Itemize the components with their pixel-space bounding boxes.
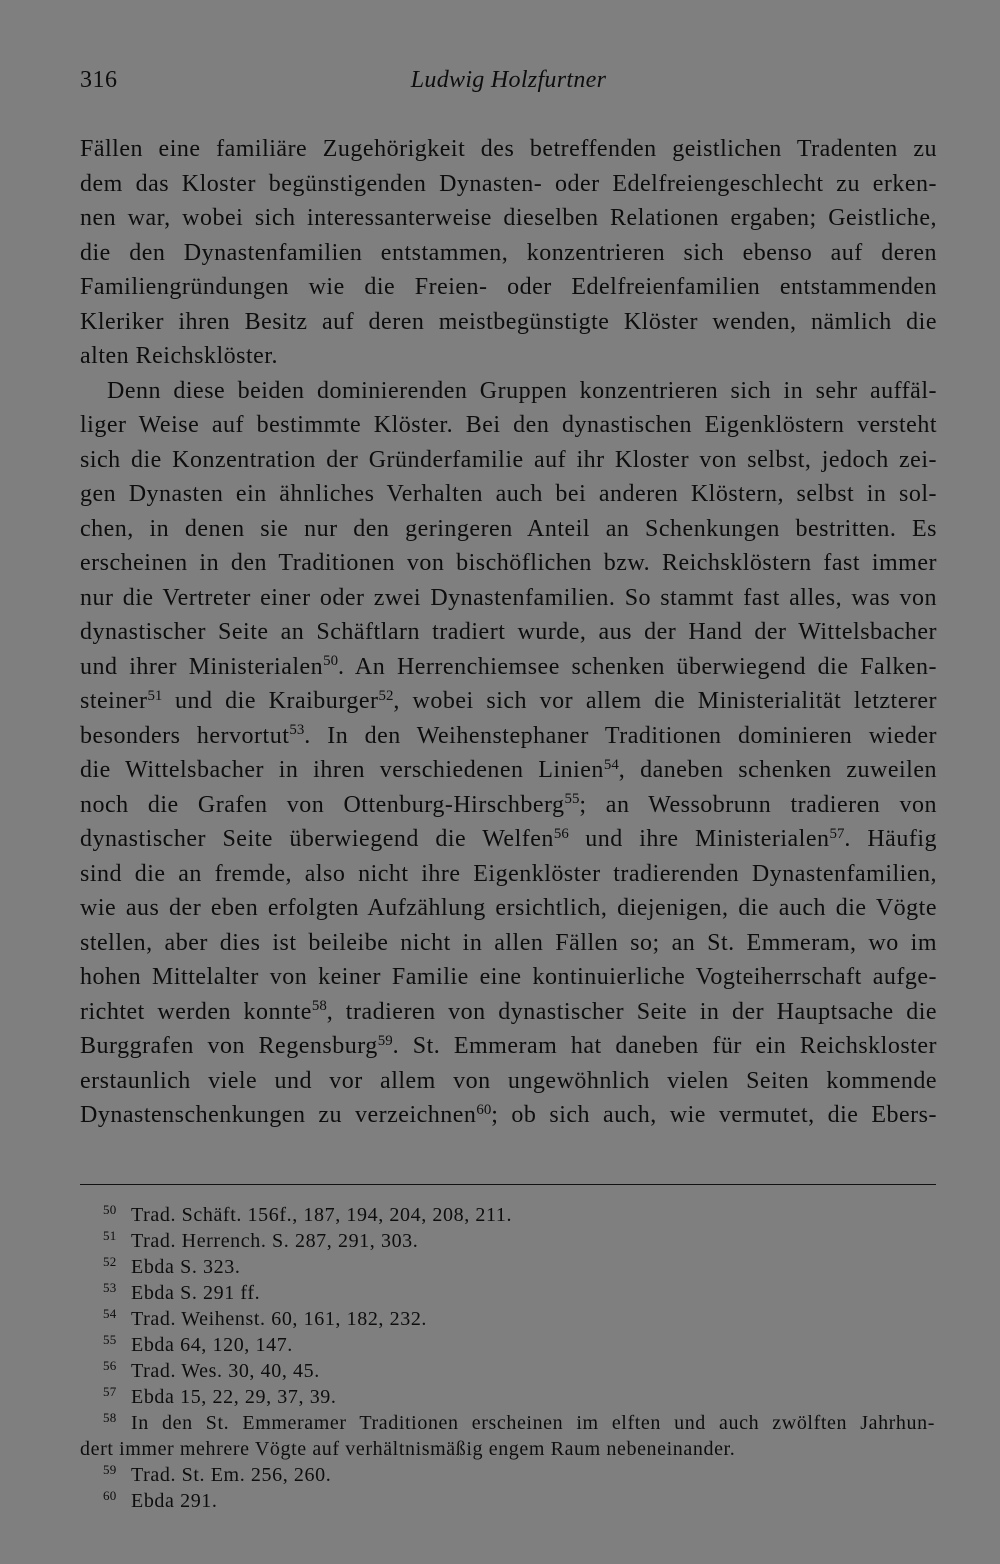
- footnote-reference: 52: [378, 687, 394, 704]
- body-text: [80, 132, 937, 1133]
- text-line: [80, 236, 937, 271]
- line-text: ; an Wessobrunn tradieren von: [579, 791, 937, 818]
- line-text: . An Herrenchiemsee schenken überwiegend die Falken-: [338, 653, 937, 680]
- line-text: erscheinen in den Traditionen von bischöflichen bzw. Reichsklöstern fast immer: [80, 550, 937, 576]
- footnote-text: dert immer mehrere Vögte auf verhältnismäßig engem Raum nebeneinander.: [80, 1438, 736, 1460]
- text-line: [80, 581, 937, 616]
- footnote-reference: 59: [377, 1032, 393, 1049]
- line-text: dem das Kloster begünstigenden Dynasten- oder Edelfreiengeschlecht zu erken-: [80, 170, 937, 197]
- line-text: wie aus der eben erfolgten Aufzählung ersichtlich, diejenigen, die auch die Vögte: [80, 895, 937, 921]
- line-text: alten Reichsklöster.: [80, 343, 278, 369]
- line-text: steiner: [80, 688, 148, 714]
- footnote-reference: 56: [553, 825, 569, 842]
- footnote-number: 60: [103, 1488, 117, 1503]
- footnote-reference: 51: [147, 687, 163, 704]
- footnote-line: [80, 1358, 935, 1384]
- text-line: [80, 167, 937, 202]
- line-text: Familiengründungen wie die Freien- oder Edelfreienfamilien entstammenden: [80, 274, 937, 300]
- footnote-number: 57: [103, 1384, 117, 1399]
- footnote-reference: 57: [829, 825, 845, 842]
- text-line: [80, 1029, 937, 1064]
- line-text: die Wittelsbacher in ihren verschiedenen Linien: [80, 757, 604, 783]
- line-text: Fällen eine familiäre Zugehörigkeit des betreffenden geistlichen Tradenten zu: [80, 136, 937, 162]
- footnote-number: 53: [103, 1280, 117, 1295]
- footnote-line: [80, 1436, 935, 1462]
- footnote-text: Ebda S. 323.: [131, 1256, 241, 1278]
- line-text: die den Dynastenfamilien entstammen, konzentrieren sich ebenso auf deren: [80, 239, 937, 266]
- line-text: und ihre Ministerialen: [568, 826, 830, 852]
- line-text: noch die Grafen von Ottenburg-Hirschberg: [80, 791, 565, 818]
- footnote: [80, 1306, 935, 1332]
- text-line: [80, 615, 937, 650]
- footnote-line: [80, 1254, 935, 1280]
- line-text: sich die Konzentration der Gründerfamilie auf ihr Kloster von selbst, jedoch zei-: [80, 446, 937, 473]
- text-line: [80, 339, 937, 374]
- footnote: [80, 1202, 935, 1228]
- line-text: gen Dynasten ein ähnliches Verhalten auch bei anderen Klöstern, selbst in sol-: [80, 481, 937, 507]
- footnote-text: Ebda S. 291 ff.: [131, 1282, 261, 1304]
- line-text: hohen Mittelalter von keiner Familie eine kontinuierliche Vogteiherrschaft aufge-: [80, 964, 937, 990]
- footnote-line: [80, 1228, 935, 1254]
- text-line: [80, 270, 937, 305]
- footnote: [80, 1462, 935, 1488]
- text-line: [80, 857, 937, 892]
- line-text: und die Kraiburger: [162, 688, 379, 714]
- text-line: [80, 960, 937, 995]
- text-line: [80, 546, 937, 581]
- footnote-number: 56: [103, 1358, 117, 1373]
- footnote-line: [80, 1410, 935, 1436]
- text-line: [80, 201, 937, 236]
- paragraph: [80, 132, 937, 374]
- line-text: und ihrer Ministerialen: [80, 653, 324, 680]
- footnote-reference: 54: [603, 756, 619, 773]
- line-text: nen war, wobei sich interessanterweise dieselben Relationen ergaben; Geistliche,: [80, 205, 937, 231]
- line-text: Kleriker ihren Besitz auf deren meistbegünstigte Klöster wenden, nämlich die: [80, 308, 937, 335]
- footnote-number: 54: [103, 1306, 117, 1321]
- footnote-reference: 53: [289, 722, 305, 739]
- footnote: [80, 1254, 935, 1280]
- text-line: [80, 684, 937, 719]
- text-line: [80, 995, 937, 1030]
- footnote-line: [80, 1280, 935, 1306]
- text-line: [80, 443, 937, 478]
- text-line: [80, 891, 937, 926]
- line-text: dynastischer Seite an Schäftlarn tradiert wurde, aus der Hand der Wittelsbacher: [80, 619, 937, 645]
- footnote-reference: 55: [564, 791, 580, 808]
- footnote-number: 59: [103, 1462, 117, 1477]
- footnote-number: 58: [103, 1410, 117, 1425]
- line-text: nur die Vertreter einer oder zwei Dynastenfamilien. So stammt fast alles, was von: [80, 584, 937, 611]
- footnote-line: [80, 1488, 935, 1514]
- footnote-text: Trad. Schäft. 156f., 187, 194, 204, 208, 211.: [131, 1204, 513, 1226]
- line-text: , wobei sich vor allem die Ministerialität letzterer: [393, 688, 937, 714]
- footnote: [80, 1332, 935, 1358]
- footnote: [80, 1280, 935, 1306]
- footnote-divider: [80, 1184, 936, 1185]
- paragraph: [80, 374, 937, 1133]
- line-text: . Häufig: [844, 826, 937, 852]
- footnote: [80, 1488, 935, 1514]
- line-text: , daneben schenken zuweilen: [618, 757, 937, 783]
- line-text: . St. Emmeram hat daneben für ein Reichskloster: [392, 1033, 937, 1059]
- page-number: 316: [80, 67, 118, 93]
- line-text: ; ob sich auch, wie vermutet, die Ebers-: [491, 1102, 937, 1128]
- footnote-text: Ebda 64, 120, 147.: [131, 1334, 293, 1356]
- footnote-line: [80, 1462, 935, 1488]
- footnote-text: Trad. Herrench. S. 287, 291, 303.: [131, 1230, 419, 1252]
- text-line: [80, 477, 937, 512]
- footnote-text: Trad. Wes. 30, 40, 45.: [131, 1360, 320, 1382]
- footnote-text: Trad. St. Em. 256, 260.: [131, 1464, 332, 1486]
- footnote-reference: 60: [476, 1101, 492, 1118]
- text-line: [80, 408, 937, 443]
- line-text: liger Weise auf bestimmte Klöster. Bei den dynastischen Eigenklöstern versteht: [80, 412, 937, 438]
- footnote-line: [80, 1202, 935, 1228]
- text-line: [80, 788, 937, 823]
- text-line: [80, 753, 937, 788]
- footnote-line: [80, 1306, 935, 1332]
- line-text: Burggrafen von Regensburg: [80, 1033, 378, 1059]
- line-text: Denn diese beiden dominierenden Gruppen konzentrieren sich in sehr auffäl-: [107, 377, 937, 404]
- text-line: [80, 822, 937, 857]
- footnote-text: Ebda 15, 22, 29, 37, 39.: [131, 1386, 337, 1408]
- line-text: , tradieren von dynastischer Seite in der Hauptsache die: [326, 998, 938, 1025]
- line-text: stellen, aber dies ist beileibe nicht in allen Fällen so; an St. Emmeram, wo im: [80, 929, 937, 956]
- footnotes: [80, 1202, 935, 1514]
- text-line: [80, 926, 937, 961]
- text-line: [80, 650, 937, 685]
- footnote-text: Ebda 291.: [131, 1490, 218, 1512]
- text-line: [80, 719, 937, 754]
- footnote-reference: 50: [323, 653, 339, 670]
- text-line: [80, 132, 937, 167]
- footnote-reference: 58: [311, 998, 327, 1015]
- text-line: [80, 1098, 937, 1133]
- text-line: [80, 374, 937, 409]
- running-title: Ludwig Holzfurtner: [410, 67, 607, 93]
- footnote-line: [80, 1384, 935, 1410]
- line-text: richtet werden konnte: [80, 998, 312, 1025]
- footnote: [80, 1228, 935, 1254]
- line-text: . In den Weihenstephaner Traditionen dominieren wieder: [304, 722, 938, 749]
- footnote-text: In den St. Emmeramer Traditionen erscheinen im elften und auch zwölften Jahrhun-: [131, 1412, 935, 1434]
- footnote-number: 55: [103, 1332, 117, 1347]
- text-line: [80, 305, 937, 340]
- line-text: Dynastenschenkungen zu verzeichnen: [80, 1102, 477, 1128]
- footnote: [80, 1384, 935, 1410]
- line-text: dynastischer Seite überwiegend die Welfen: [80, 826, 554, 852]
- footnote-text: Trad. Weihenst. 60, 161, 182, 232.: [131, 1308, 428, 1330]
- footnote: [80, 1410, 935, 1462]
- line-text: erstaunlich viele und vor allem von ungewöhnlich vielen Seiten kommende: [80, 1067, 937, 1094]
- footnote-number: 51: [103, 1228, 117, 1243]
- footnote-line: [80, 1332, 935, 1358]
- line-text: besonders hervortut: [80, 722, 290, 749]
- footnote-number: 50: [103, 1202, 117, 1217]
- footnote-number: 52: [103, 1254, 117, 1269]
- line-text: sind die an fremde, also nicht ihre Eigenklöster tradierenden Dynastenfamilien,: [80, 860, 937, 887]
- text-line: [80, 512, 937, 547]
- footnote: [80, 1358, 935, 1384]
- line-text: chen, in denen sie nur den geringeren Anteil an Schenkungen bestritten. Es: [80, 515, 937, 542]
- text-line: [80, 1064, 937, 1099]
